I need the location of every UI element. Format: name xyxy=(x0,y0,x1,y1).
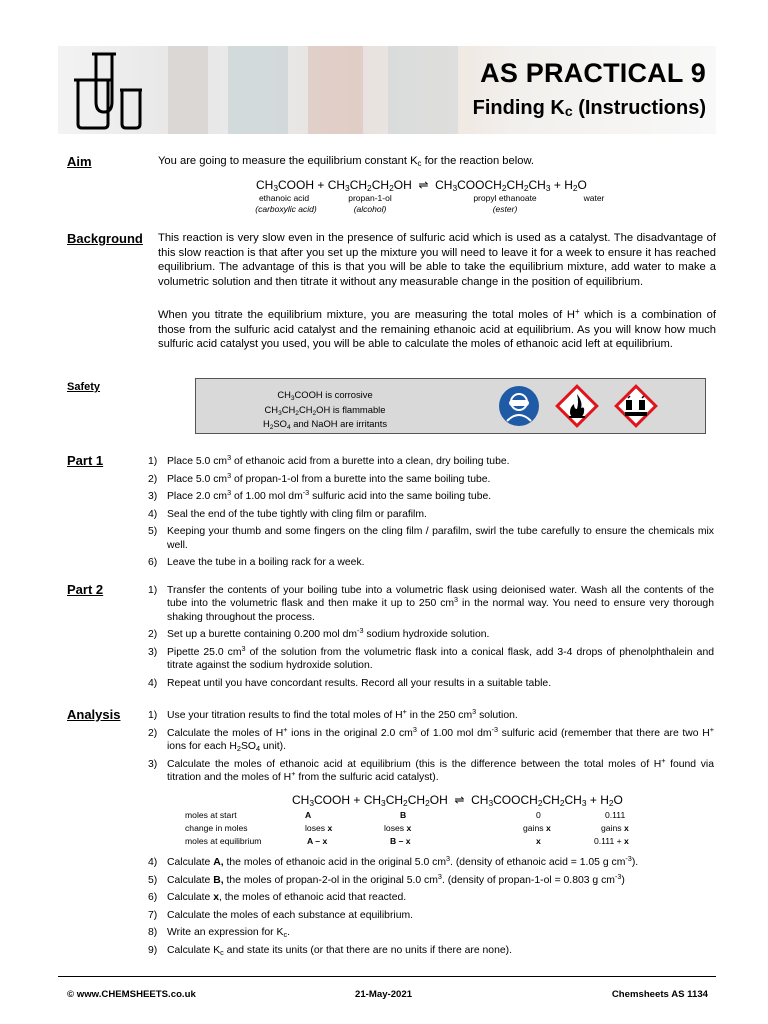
table-cell: B xyxy=(400,810,407,820)
banner-decoration xyxy=(228,46,288,134)
table-cell: loses x xyxy=(384,823,412,833)
list-item: 6) Calculate x, the moles of ethanoic acid that reacted. xyxy=(148,892,407,904)
list-item: 5) Keeping your thumb and some fingers on the cling film / parafilm, swirl the tube carefully to ensure the chemicals mix well. xyxy=(148,526,714,551)
label-ethanoic-acid: ethanoic acid xyxy=(258,193,310,203)
analysis-steps-1 xyxy=(148,709,714,789)
part1-steps xyxy=(148,455,714,574)
list-item: 4) Repeat until you have concordant results. Record all your results in a suitable table. xyxy=(148,678,552,689)
list-item: 1) Place 5.0 $cm^3$ of ethanoic acid from a burette into a clean, dry boiling tube. xyxy=(148,453,510,467)
aim-text: You are going to measure the equilibrium constant $K_c$ for the reaction below. xyxy=(158,155,535,168)
table-row-label: moles at equilibrium xyxy=(185,836,262,846)
table-row-label: change in moles xyxy=(185,823,248,833)
list-item: 3) Calculate the moles of ethanoic acid at equilibrium (this is the difference between the total moles of H+ found via titration and the moles of H+ from the sulfuric acid catalyst). xyxy=(148,755,714,783)
table-cell: B – x xyxy=(390,836,411,846)
list-item: 4) Calculate A, the moles of ethanoic acid in the original 5.0 $cm^3$. (density of ethanoic acid = 1.05 g $cm^{-3}$). xyxy=(148,854,639,868)
background-paragraph-1: This reaction is very slow even in the presence of sulfuric acid which is used as a catalyst. The disadvantage of this slow reaction is that after you set up the mixture you will need to leave it for a week to ensure it has reached equilibrium. The advantage of this is that you will be able to take the equilibrium mixture, add water to make a volumetric solution and then titrate it without any measurable change in the position of equilibrium. xyxy=(158,232,716,288)
page-title: AS PRACTICAL 9 xyxy=(480,58,706,88)
type-alcohol: (alcohol) xyxy=(353,204,387,214)
footer-code: Chemsheets AS 1134 xyxy=(611,989,708,1000)
banner-decoration xyxy=(168,46,208,134)
section-heading-background: Background xyxy=(67,231,143,246)
footer-date: 21-May-2021 xyxy=(355,989,413,1000)
footer-divider xyxy=(58,976,716,977)
table-cell: loses x xyxy=(305,823,333,833)
list-item: 1) Transfer the contents of your boiling tube into a volumetric flask using deionised water. Wash all the contents of the tube into the volumetric flask and then make it up to 250 $cm^3$ in the normal way. You need to ensure very thorough shaking throughout the process. xyxy=(148,585,714,623)
list-item: 8) Write an expression for $K_c$. xyxy=(148,927,290,940)
safety-line-1: $CH_3COOH$ is corrosive xyxy=(277,389,373,402)
table-cell: x xyxy=(536,836,541,846)
background-paragraph-2: When you titrate the equilibrium mixture, you are measuring the total moles of H+ which is a combination of those from the sulfuric acid catalyst and the remaining ethanoic acid at equilibrium. As you will know how much sulfuric acid catalyst you used, you will be able to calculate the moles of ethanoic acid left at equilibrium. xyxy=(158,307,716,350)
analysis-equation: $CH_3COOH + CH_3CH_2CH_2OH$ ⇌ $CH_3COOCH_2CH_2CH_3 + H_2O$ xyxy=(292,793,623,808)
type-ester: (ester) xyxy=(492,204,518,214)
reaction-equation: $CH_3COOH + CH_3CH_2CH_2OH$ ⇌ $CH_3COOCH_2CH_2CH_3 + H_2O$ xyxy=(256,178,587,193)
table-cell: 0.111 + x xyxy=(594,836,629,846)
section-heading-part1: Part 1 xyxy=(67,453,104,468)
table-cell: gains x xyxy=(523,823,551,833)
list-item: 2) Place 5.0 $cm^3$ of propan-1-ol from a burette into the same boiling tube. xyxy=(148,470,491,485)
label-water: water xyxy=(583,193,605,203)
glassware-icon xyxy=(66,50,146,130)
footer-website: © www.CHEMSHEETS.co.uk xyxy=(67,989,196,1000)
safety-box xyxy=(195,378,706,434)
page-subtitle: Finding $K_c$ (Instructions) xyxy=(472,97,706,119)
list-item: 1) Use your titration results to find the total moles of H+ in the 250 $cm^3$ solution. xyxy=(148,707,518,721)
list-item: 7) Calculate the moles of each substance at equilibrium. xyxy=(148,909,414,921)
analysis-steps-2 xyxy=(148,856,714,962)
banner-decoration xyxy=(308,46,363,134)
table-cell: 0 xyxy=(536,810,541,820)
table-cell: A xyxy=(305,810,312,820)
table-cell: 0.111 xyxy=(605,810,626,820)
banner-decoration xyxy=(388,46,458,134)
list-item: 4) Seal the end of the tube tightly with cling film or parafilm. xyxy=(148,508,427,520)
table-row-label: moles at start xyxy=(185,810,237,820)
section-heading-safety: Safety xyxy=(67,381,101,393)
section-heading-part2: Part 2 xyxy=(67,582,104,597)
list-item: 6) Leave the tube in a boiling rack for a week. xyxy=(148,557,365,569)
list-item: 2) Calculate the moles of H+ ions in the original 2.0 $cm^3$ of 1.00 mol $dm^{-3}$ sulfuric acid (remember that there are two H+ ions for each $H_2SO_4$ unit). xyxy=(148,724,714,753)
label-propyl-ethanoate: propyl ethanoate xyxy=(473,193,537,203)
goggles-icon xyxy=(498,385,540,427)
type-carboxylic-acid: (carboxylic acid) xyxy=(255,204,317,214)
header-banner xyxy=(58,46,716,134)
section-heading-analysis: Analysis xyxy=(67,707,121,722)
label-propanol: propan-1-ol xyxy=(348,193,392,203)
list-item: 9) Calculate $K_c$ and state its units (or that there are no units if there are none). xyxy=(148,944,512,957)
safety-line-2: $CH_3CH_2CH_2OH$ is flammable xyxy=(264,404,386,417)
section-heading-aim: Aim xyxy=(67,154,92,169)
safety-line-3: $H_2SO_4$ and NaOH are irritants xyxy=(262,418,388,431)
part2-steps xyxy=(148,584,714,695)
list-item: 5) Calculate B, the moles of propan-2-ol in the original 5.0 $cm^3$. (density of propan-1-ol = 0.803 g $cm^{-3}$) xyxy=(148,871,625,886)
list-item: 3) Place 2.0 $cm^3$ of 1.00 mol $dm^{-3}$ sulfuric acid into the same boiling tube. xyxy=(148,488,492,503)
table-cell: gains x xyxy=(601,823,629,833)
list-item: 3) Pipette 25.0 $cm^3$ of the solution from the volumetric flask into a conical flask, add 3-4 drops of phenolphthalein and titrate against the sodium hydroxide solution. xyxy=(148,644,714,672)
table-cell: A – x xyxy=(307,836,328,846)
flammable-icon xyxy=(553,382,601,430)
list-item: 2) Set up a burette containing 0.200 mol $dm^{-3}$ sodium hydroxide solution. xyxy=(148,626,490,641)
irritant-icon xyxy=(612,382,660,430)
